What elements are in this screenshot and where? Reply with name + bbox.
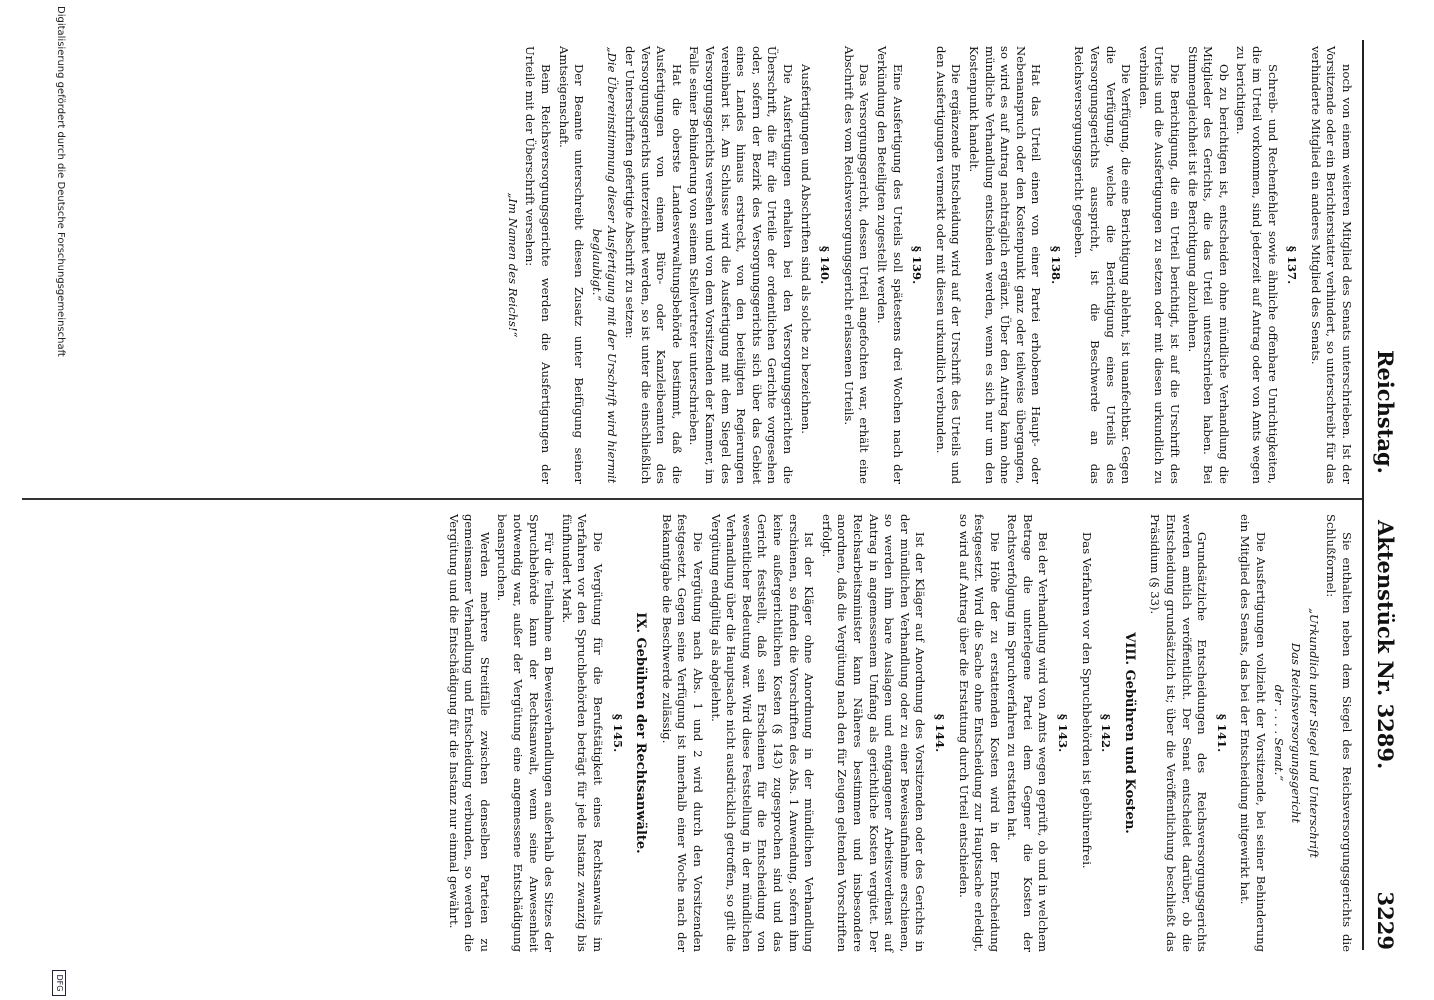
section-number: § 140. bbox=[818, 245, 833, 285]
paragraph: Der Beamte unterschreibt diesen Zusatz unter Beifügung seiner Amtseigenschaft. bbox=[556, 46, 587, 484]
paragraph: Die Vergütung für die Berufstätigkeit eines Rechtsanwalts im Verfahren vor den Spruchbehörden beträgt für jede Instanz zwanzig bis fünfhundert Mark. bbox=[559, 514, 606, 952]
paragraph: Beim Reichsversorgungsgerichte werden die Ausfertigungen der Urteile mit der Überschrift versehen: bbox=[523, 46, 554, 484]
footer bbox=[6, 0, 66, 1000]
paragraph: Hat das Urteil einen von einer Partei erhobenen Haupt- oder Nebenanspruch oder den Kostenpunkt ganz oder teilweise übergangen, so wird es auf Antrag nachträglich ergänzt. Über den Antrag kann ohne mündliche Verhandlung entschieden werden, wenn es sich nur um den Kostenpunkt handelt. bbox=[966, 46, 1044, 484]
paragraph: Schreib- und Rechenfehler sowie ähnliche offenbare Unrichtigkeiten, die im Urteil vorkommen, sind jederzeit auf Antrag oder von Amts wegen zu berichtigen. bbox=[1234, 46, 1280, 484]
page-number: 3229 bbox=[1373, 891, 1398, 950]
section-heading: IX. Gebühren der Rechtsanwälte. bbox=[633, 612, 649, 854]
paragraph: Ob zu berichtigen ist, entscheiden ohne mündliche Verhandlung die Mitglieder des Gerichts, die das Urteil unterschrieben haben. Bei Stimmengleichheit ist die Berichtigung abzulehnen. bbox=[1185, 46, 1231, 484]
dfg-logo: DFG bbox=[52, 970, 66, 996]
section-heading: VIII. Gebühren und Kosten. bbox=[1121, 632, 1137, 834]
paragraph: Eine Ausfertigung des Urteils soll spätestens drei Wochen nach der Verkündung den Beteiligten zugestellt werden. bbox=[874, 46, 905, 484]
section-number: § 143. bbox=[1056, 713, 1071, 753]
header-left: Reichstag. bbox=[1373, 350, 1398, 474]
paragraph: Die Ausfertigungen vollzieht der Vorsitzende, bei seiner Behinderung ein Mitglied des Senats, das bei der Entscheidung mitgewirkt hat. bbox=[1238, 514, 1269, 952]
paragraph: Das Verfahren vor den Spruchbehörden ist gebührenfrei. bbox=[1079, 532, 1094, 869]
paragraph: Werden mehrere Streitfälle zwischen denselben Parteien zu gemeinsamer Verhandlung und Entscheidung verbunden, so werden die Vergütung und die Entschädigung für die Instanz nur einmal gewährt. bbox=[446, 514, 492, 952]
section-number: § 142. bbox=[1099, 713, 1114, 753]
paragraph: Die Berichtigung, die ein Urteil berichtigt, ist auf die Urschrift des Urteils und die Ausfertigungen zu setzen oder mit diesen urkundlich zu verbinden. bbox=[1136, 46, 1183, 484]
left-column bbox=[502, 46, 1354, 484]
paragraph: Ist der Kläger ohne Anordnung in der mündlichen Verhandlung erschienen, so finden die Vorschriften des Abs. 1 Anwendung, sofern ihm keine außergerichtlichen Kosten (§ 143) zugesprochen sind und das Gericht feststellt, daß sein Erscheinen für die Entscheidung von wesentlicher Bedeutung war. Wird diese Feststellung in der mündlichen Verhandlung über die Hauptsache nicht ausdrücklich getroffen, so gilt die Vergütung endgültig als abgelehnt. bbox=[708, 514, 817, 952]
section-number: § 138. bbox=[1048, 245, 1063, 285]
footer-credit: Digitalisierung gefördert durch die Deutsche Forschungsgemeinschaft bbox=[55, 6, 66, 357]
paragraph: Für die Teilnahme an Beweisverhandlungen außerhalb des Sitzes der Spruchbehörde kann der Rechtsanwalt, wenn seine Anwesenheit notwendig war, außer der Vergütung eine angemessene Entschädigung beanspruchen. bbox=[495, 514, 557, 952]
paragraph: Die Verfügung, die eine Berichtigung ablehnt, ist unanfechtbar. Gegen die Verfügung, welche die Berichtigung eines Urteils des Versorgungsgerichts ausspricht, ist die Beschwerde an das Reichsversorgungsgericht gegeben. bbox=[1072, 46, 1134, 484]
paragraph: Die Ausfertigungen erhalten bei den Versorgungsgerichten die Überschrift, die für die Urteile der ordentlichen Gerichte vorgesehen oder, sofern der Bezirk des Versorgungsgerichts sich über das Gebiet eines Landes hinaus erstreckt, von den beteiligten Regierungen vereinbart ist. Am Schlusse wird die Ausfertigung mit dem Siegel des Versorgungsgerichts versehen und von dem Vorsitzenden der Kammer, im Falle seiner Behinderung von seinem Stellvertreter unterschrieben. bbox=[687, 46, 795, 484]
paragraph: Ist der Kläger auf Anordnung des Vorsitzenden oder des Gerichts in der mündlichen Verhandlung oder zu einer Beweisaufnahme erschienen, so werden ihm bare Auslagen und entgangener Arbeitsverdienst auf Antrag in angemessenem Umfang als gerichtliche Kosten vergütet. Der Reichsarbeitsminister kann Näheres bestimmen und insbesondere anordnen, daß die Vergütung nach den für Zeugen geltenden Vorschriften erfolgt. bbox=[819, 514, 928, 952]
paragraph: Die Vergütung nach Abs. 1 und 2 wird durch den Vorsitzenden festgesetzt. Gegen seine Verfügung ist innerhalb einer Woche nach der Bekanntgabe die Beschwerde zulässig. bbox=[659, 514, 706, 952]
paragraph: Bei der Verhandlung wird von Amts wegen geprüft, ob und in welchem Betrage die unterlegene Partei dem Gegner die Kosten der Rechtsverfolgung im Spruchverfahren zu erstatten hat. bbox=[1005, 514, 1051, 952]
paragraph: Die ergänzende Entscheidung wird auf der Urschrift des Urteils und den Ausfertigungen vermerkt oder mit diesen urkundlich verbunden. bbox=[933, 46, 964, 484]
right-column bbox=[443, 514, 1354, 952]
column-divider bbox=[22, 498, 1362, 500]
section-number: § 137. bbox=[1285, 245, 1300, 285]
paragraph: Sie enthalten neben dem Siegel des Reichsversorgungsgerichts die Schlußformel: bbox=[1324, 514, 1354, 952]
formula-line: „Urkundlich unter Siegel und Unterschrift bbox=[1306, 607, 1321, 859]
formula-line: „Im Namen des Reichs!“ bbox=[505, 192, 520, 338]
paragraph: Grundsätzliche Entscheidungen des Reichsversorgungsgerichts werden amtlich veröffentlicht. Der Senat entscheidet darüber, ob die Entscheidung grundsätzlich ist; über die Veröffentlichung beschließt das Präsidium (§ 33). bbox=[1148, 514, 1210, 952]
header-rule bbox=[1362, 40, 1364, 950]
paragraph: noch von einem weiteren Mitglied des Senats unterschrieben. Ist der Vorsitzende oder ein Berichterstatter verhindert, so unterschreibt für das verhinderte Mitglied ein anderes Mitglied des Senats. bbox=[1308, 46, 1354, 484]
header-center: Aktenstück Nr. 3289. bbox=[1373, 520, 1398, 770]
paragraph: Hat die oberste Landesverwaltungsbehörde bestimmt, daß die Ausfertigungen von einem Büro- oder Kanzleibeamten des Versorgungsgerichts unterzeichnet werden, so ist unter die einschließlich der Unterschriften gefertigte Abschrift zu setzen: bbox=[623, 46, 684, 484]
paragraph: Ausfertigungen und Abschriften sind als solche zu bezeichnen. bbox=[798, 64, 813, 434]
page-header bbox=[1364, 40, 1398, 950]
paragraph: Das Versorgungsgericht, dessen Urteil angefochten war, erhält eine Abschrift des vom Reichsversorgungsgericht erlassenen Urteils. bbox=[841, 46, 872, 484]
section-number: § 145. bbox=[610, 713, 625, 753]
formula-line: der . . . . Senat.“ bbox=[1271, 684, 1286, 782]
section-number: § 141. bbox=[1214, 713, 1229, 753]
formula-line: „Die Übereinstimmung dieser Ausfertigung mit der Urschrift wird hiermit beglaubigt.“ bbox=[589, 46, 620, 484]
section-number: § 139. bbox=[910, 245, 925, 285]
formula-line: Das Reichsversorgungsgericht bbox=[1289, 642, 1304, 824]
section-number: § 144. bbox=[932, 713, 947, 753]
paragraph: Die Höhe der zu erstattenden Kosten wird in der Entscheidung festgesetzt. Wird die Sache ohne Entscheidung zur Hauptsache erledigt, so wird auf Antrag über die Erstattung durch Urteil entschieden. bbox=[956, 514, 1002, 952]
